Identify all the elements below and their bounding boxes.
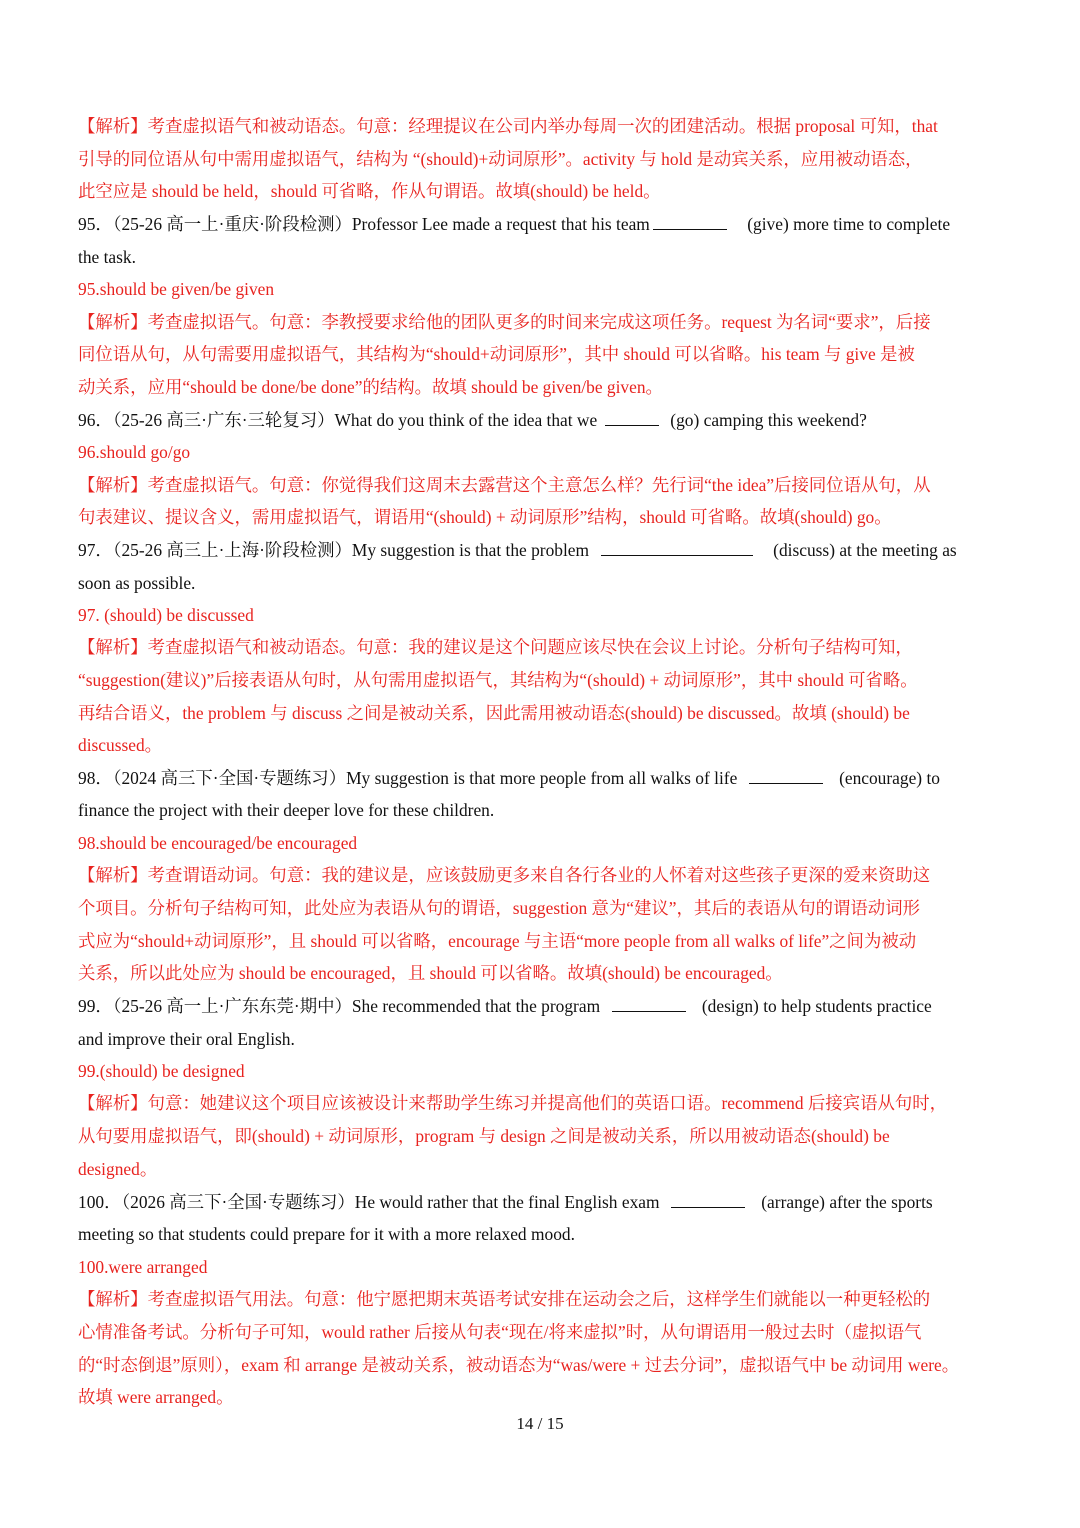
analysis-98-line-4: 关系，所以此处应为 should be encouraged，且 should 可以省略。故填(should) be encouraged。	[78, 963, 783, 983]
question-96	[78, 408, 867, 432]
question-99-continued: and improve their oral English.	[78, 1029, 295, 1049]
answer-blank	[601, 540, 753, 556]
analysis-100-line-1: 【解析】考查虚拟语气用法。句意：他宁愿把期末英语考试安排在运动会之后，这样学生们就能以一种更轻松的	[78, 1289, 931, 1309]
question-96-hint: (go) camping this weekend?	[670, 410, 867, 430]
analysis-96-line-2: 句表建议、提议含义，需用虚拟语气，谓语用“(should) + 动词原形”结构，should 可省略。故填(should) go。	[78, 507, 892, 527]
answer-100: 100.were arranged	[78, 1257, 208, 1277]
question-99-hint: (design) to help students practice	[701, 996, 932, 1016]
analysis-95-line-3: 动关系，应用“should be done/be done”的结构。故填 should be given/be given。	[78, 377, 663, 397]
analysis-97-line-2: “suggestion(建议)”后接表语从句时，从句需用虚拟语气，其结构为“(should) + 动词原形”，其中 should 可省略。	[78, 670, 918, 690]
answer-97: 97. (should) be discussed	[78, 605, 254, 625]
question-97-text: 97．（25-26 高三上·上海·阶段检测）My suggestion is that the problem	[78, 540, 590, 560]
analysis-98-line-2: 个项目。分析句子结构可知，此处应为表语从句的谓语，suggestion 意为“建议”，其后的表语从句的谓语动词形	[78, 898, 920, 918]
answer-99: 99.(should) be designed	[78, 1061, 245, 1081]
question-96-text: 96．（25-26 高三·广东·三轮复习）What do you think of the idea that we	[78, 410, 598, 430]
analysis-96-line-1: 【解析】考查虚拟语气。句意：你觉得我们这周末去露营这个主意怎么样？先行词“the idea”后接同位语从句，从	[78, 475, 931, 495]
analysis-97-line-4: discussed。	[78, 735, 163, 755]
analysis-98-line-1: 【解析】考查谓语动词。句意：我的建议是，应该鼓励更多来自各行各业的人怀着对这些孩子更深的爱来资助这	[78, 865, 931, 885]
question-100-text: 100．（2026 高三下·全国·专题练习）He would rather that the final English exam	[78, 1192, 660, 1212]
analysis-94-line-1: 【解析】考查虚拟语气和被动语态。句意：经理提议在公司内举办每周一次的团建活动。根据 proposal 可知，that	[78, 116, 938, 136]
question-98-text: 98．（2024 高三下·全国·专题练习）My suggestion is that more people from all walks of life	[78, 768, 738, 788]
answer-blank	[671, 1192, 745, 1208]
analysis-99-line-1: 【解析】句意：她建议这个项目应该被设计来帮助学生练习并提高他们的英语口语。recommend 后接宾语从句时，	[78, 1093, 948, 1113]
answer-96: 96.should go/go	[78, 442, 191, 462]
analysis-100-line-3: 的“时态倒退”原则），exam 和 arrange 是被动关系，被动语态为“was/were + 过去分词”，虚拟语气中 be 动词用 were。	[78, 1355, 960, 1375]
question-99-text: 99．（25-26 高一上·广东东莞·期中）She recommended that the program	[78, 996, 601, 1016]
analysis-95-line-1: 【解析】考查虚拟语气。句意：李教授要求给他的团队更多的时间来完成这项任务。request 为名词“要求”，后接	[78, 312, 931, 332]
question-95-hint: (give) more time to complete	[747, 214, 951, 234]
question-95-text: 95．（25-26 高一上·重庆·阶段检测）Professor Lee made a request that his team	[78, 214, 650, 234]
question-98-hint: (encourage) to	[839, 768, 940, 788]
analysis-95-line-2: 同位语从句，从句需要用虚拟语气，其结构为“should+动词原形”，其中 should 可以省略。his team 与 give 是被	[78, 344, 915, 364]
question-100-hint: (arrange) after the sports	[761, 1192, 933, 1212]
analysis-98-line-3: 式应为“should+动词原形”，且 should 可以省略，encourage 与主语“more people from all walks of life”之间为被动	[78, 931, 917, 951]
analysis-100-line-4: 故填 were arranged。	[78, 1387, 234, 1407]
analysis-97-line-3: 再结合语义，the problem 与 discuss 之间是被动关系，因此需用被动语态(should) be discussed。故填 (should) be	[78, 703, 910, 723]
question-100-continued: meeting so that students could prepare for it with a more relaxed mood.	[78, 1224, 575, 1244]
answer-blank	[653, 214, 727, 230]
analysis-99-line-2: 从句要用虚拟语气，即(should) + 动词原形，program 与 design 之间是被动关系，所以用被动语态(should) be	[78, 1126, 890, 1146]
page-number: 14 / 15	[516, 1414, 564, 1433]
question-98	[78, 766, 940, 790]
answer-95: 95.should be given/be given	[78, 279, 275, 299]
analysis-100-line-2: 心情准备考试。分析句子可知，would rather 后接从句表“现在/将来虚拟”时，从句谓语用一般过去时（虚拟语气	[78, 1322, 922, 1342]
analysis-99-line-3: designed。	[78, 1159, 158, 1179]
question-97	[78, 538, 957, 562]
analysis-97-line-1: 【解析】考查虚拟语气和被动语态。句意：我的建议是这个问题应该尽快在会议上讨论。分析句子结构可知，	[78, 637, 913, 657]
question-95	[78, 212, 950, 236]
answer-blank	[749, 768, 823, 784]
question-97-hint: (discuss) at the meeting as	[773, 540, 957, 560]
question-98-continued: finance the project with their deeper love for these children.	[78, 800, 495, 820]
analysis-94-line-3: 此空应是 should be held，should 可省略，作从句谓语。故填(should) be held。	[78, 181, 661, 201]
answer-blank	[605, 410, 659, 426]
answer-blank	[612, 996, 686, 1012]
question-100	[78, 1190, 933, 1214]
question-95-continued: the task.	[78, 247, 136, 267]
question-99	[78, 994, 932, 1018]
question-97-continued: soon as possible.	[78, 573, 196, 593]
answer-98: 98.should be encouraged/be encouraged	[78, 833, 358, 853]
analysis-94-line-2: 引导的同位语从句中需用虚拟语气，结构为 “(should)+动词原形”。activity 与 hold 是动宾关系，应用被动语态，	[78, 149, 923, 169]
